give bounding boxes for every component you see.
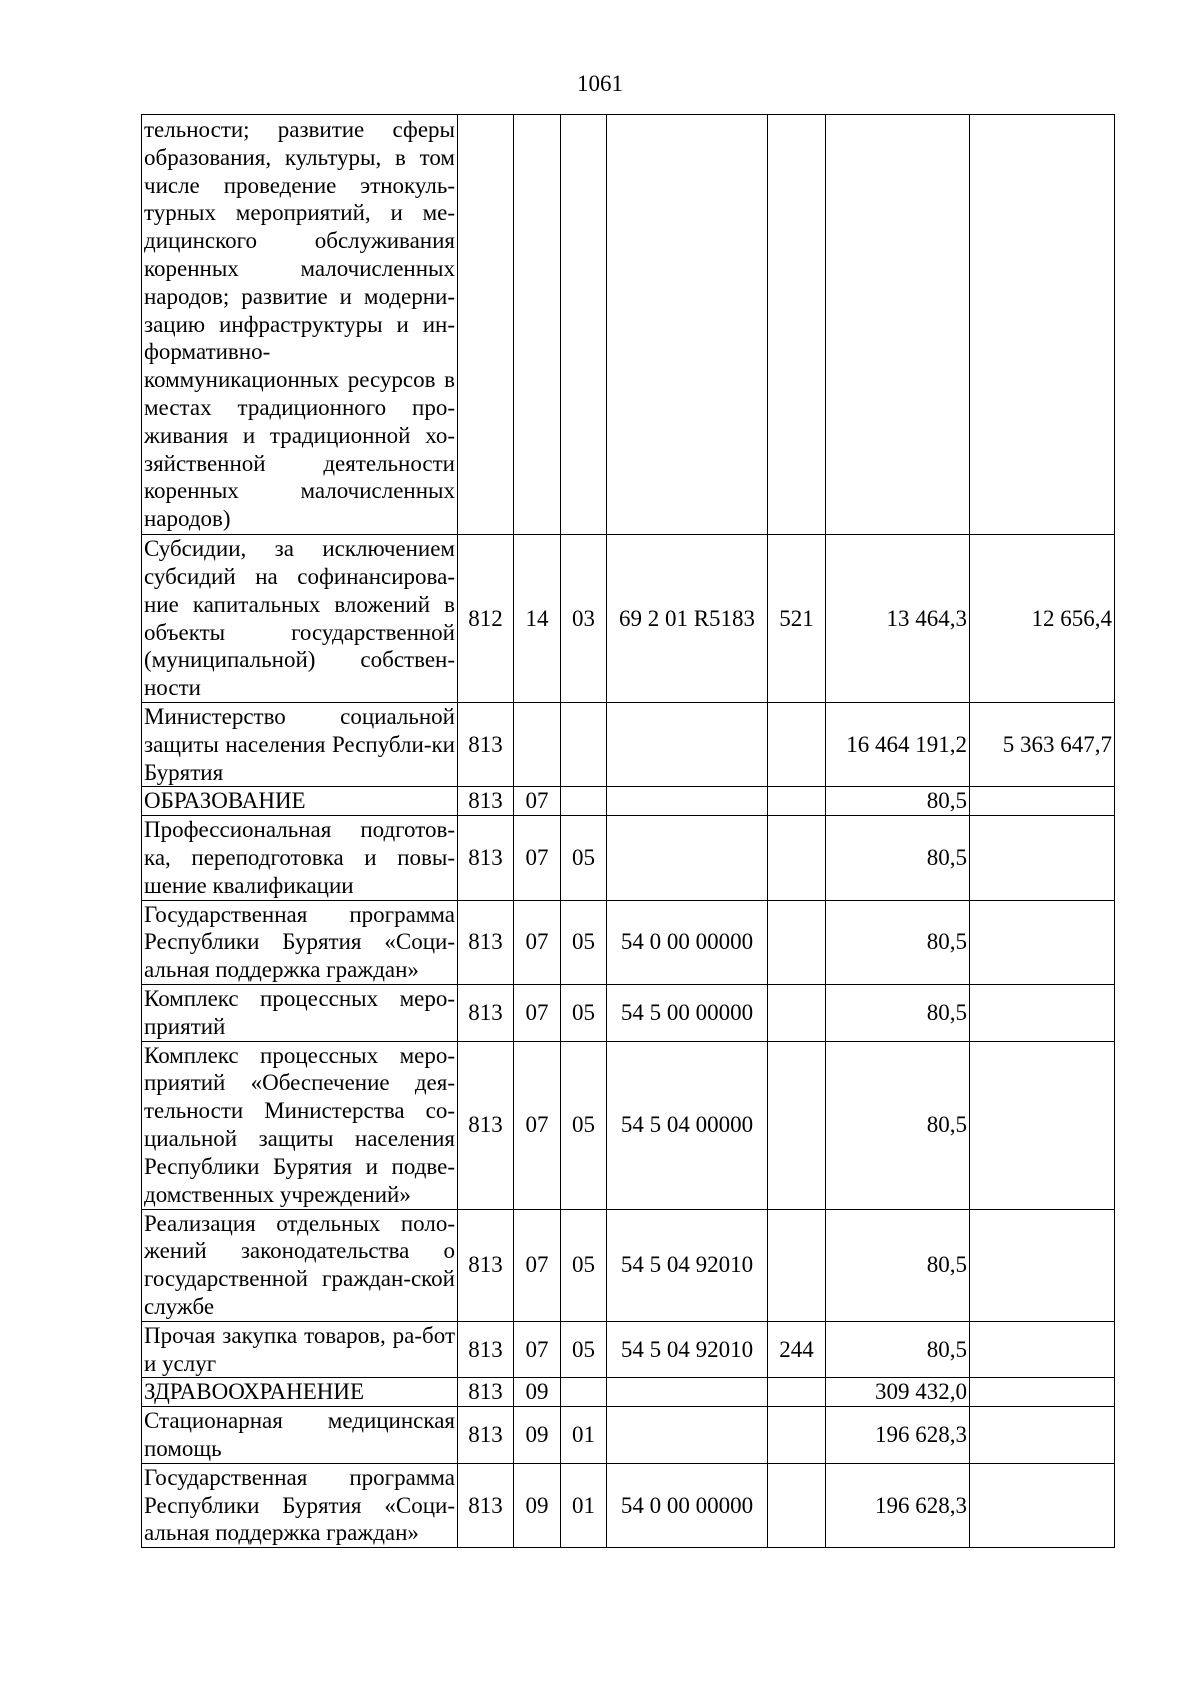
table-cell-amount-1: 80,5 [826, 900, 970, 984]
table-cell-section: 09 [514, 1378, 561, 1407]
table-cell-section: 07 [514, 900, 561, 984]
table-cell-amount-2 [970, 1209, 1115, 1321]
table-cell-name: ОБРАЗОВАНИЕ [142, 787, 458, 816]
table-cell-expense-type [768, 115, 826, 535]
table-cell-expense-type [768, 816, 826, 900]
table-cell-section: 09 [514, 1463, 561, 1547]
table-row [142, 787, 1115, 816]
table-cell-ministry: 813 [458, 1041, 514, 1209]
table-cell-amount-1: 80,5 [826, 1041, 970, 1209]
table-cell-target-article: 54 0 00 00000 [607, 1463, 768, 1547]
table-cell-amount-1: 80,5 [826, 816, 970, 900]
table-cell-amount-2 [970, 115, 1115, 535]
table-cell-target-article: 54 5 04 92010 [607, 1209, 768, 1321]
table-cell-ministry: 813 [458, 1407, 514, 1464]
table-cell-amount-2 [970, 1041, 1115, 1209]
table-cell-section: 07 [514, 1321, 561, 1378]
table-row [142, 1407, 1115, 1464]
table-cell-subsection: 03 [561, 535, 607, 703]
table-row [142, 900, 1115, 984]
table-cell-section: 07 [514, 816, 561, 900]
table-row [142, 535, 1115, 703]
table-cell-target-article [607, 1378, 768, 1407]
table-cell-amount-2 [970, 900, 1115, 984]
table-cell-section: 07 [514, 1209, 561, 1321]
table-cell-amount-2 [970, 1378, 1115, 1407]
table-cell-amount-2 [970, 787, 1115, 816]
table-cell-name: Государственная программа Республики Бурятия «Соци-альная поддержка граждан» [142, 900, 458, 984]
table-cell-ministry: 813 [458, 900, 514, 984]
table-cell-amount-2: 12 656,4 [970, 535, 1115, 703]
table-cell-expense-type [768, 1407, 826, 1464]
table-cell-target-article: 69 2 01 R5183 [607, 535, 768, 703]
table-cell-target-article [607, 787, 768, 816]
table-cell-amount-1: 13 464,3 [826, 535, 970, 703]
table-cell-subsection: 05 [561, 816, 607, 900]
table-row [142, 1209, 1115, 1321]
table-cell-section: 09 [514, 1407, 561, 1464]
table-cell-section: 07 [514, 787, 561, 816]
table-cell-amount-1 [826, 115, 970, 535]
table-cell-expense-type [768, 787, 826, 816]
table-cell-amount-1: 80,5 [826, 1209, 970, 1321]
table-cell-ministry: 813 [458, 1378, 514, 1407]
table-row [142, 1378, 1115, 1407]
table-cell-section [514, 703, 561, 787]
table-row [142, 1041, 1115, 1209]
table-cell-target-article [607, 115, 768, 535]
page-number: 1061 [577, 71, 623, 96]
table-cell-expense-type [768, 984, 826, 1041]
table-cell-amount-1: 80,5 [826, 1321, 970, 1378]
table-cell-ministry: 813 [458, 984, 514, 1041]
table-cell-section [514, 115, 561, 535]
table-cell-amount-2 [970, 1321, 1115, 1378]
table-row [142, 1321, 1115, 1378]
table-cell-target-article [607, 1407, 768, 1464]
table-cell-subsection [561, 1378, 607, 1407]
table-cell-expense-type [768, 703, 826, 787]
table-cell-target-article: 54 0 00 00000 [607, 900, 768, 984]
table-row [142, 115, 1115, 535]
table-cell-subsection: 05 [561, 1209, 607, 1321]
table-cell-subsection: 05 [561, 1041, 607, 1209]
table-cell-name: Субсидии, за исключением субсидий на софинансирова-ние капитальных вложений в объекты государственной (муниципальной) собствен-ности [142, 535, 458, 703]
table-cell-amount-1: 196 628,3 [826, 1463, 970, 1547]
table-cell-expense-type [768, 900, 826, 984]
table-cell-name: Министерство социальной защиты населения Республи-ки Бурятия [142, 703, 458, 787]
table-cell-expense-type: 244 [768, 1321, 826, 1378]
table-cell-name: Прочая закупка товаров, ра-бот и услуг [142, 1321, 458, 1378]
table-cell-name: Реализация отдельных поло-жений законодательства о государственной граждан-ской службе [142, 1209, 458, 1321]
table-cell-name: тельности; развитие сферы образования, культуры, в том числе проведение этнокуль-турных мероприятий, и ме-дицинского обслуживания коренных малочисленных народов; развитие и модерни-зацию инфраструктуры и ин-формативно-коммуникационных ресурсов в местах традиционного про-живания и традиционной хо-зяйственной деятельности коренных малочисленных народов) [142, 115, 458, 535]
table-cell-amount-1: 309 432,0 [826, 1378, 970, 1407]
table-cell-amount-2 [970, 1407, 1115, 1464]
table-cell-ministry: 813 [458, 816, 514, 900]
table-cell-target-article [607, 703, 768, 787]
table-cell-target-article: 54 5 04 92010 [607, 1321, 768, 1378]
table-cell-name: Профессиональная подготов-ка, переподготовка и повы-шение квалификации [142, 816, 458, 900]
table-cell-name: Государственная программа Республики Бурятия «Соци-альная поддержка граждан» [142, 1463, 458, 1547]
table-cell-target-article [607, 816, 768, 900]
table-cell-expense-type [768, 1463, 826, 1547]
table-cell-ministry: 812 [458, 535, 514, 703]
table-cell-amount-2 [970, 1463, 1115, 1547]
table-cell-ministry [458, 115, 514, 535]
table-cell-expense-type [768, 1041, 826, 1209]
table-row [142, 984, 1115, 1041]
table-cell-amount-1: 80,5 [826, 984, 970, 1041]
table-cell-subsection [561, 703, 607, 787]
table-cell-expense-type [768, 1209, 826, 1321]
table-cell-subsection: 05 [561, 900, 607, 984]
table-cell-section: 07 [514, 984, 561, 1041]
budget-table-body [142, 115, 1115, 1548]
table-cell-target-article: 54 5 04 00000 [607, 1041, 768, 1209]
table-cell-ministry: 813 [458, 1321, 514, 1378]
table-cell-name: ЗДРАВООХРАНЕНИЕ [142, 1378, 458, 1407]
table-cell-subsection: 05 [561, 1321, 607, 1378]
table-cell-ministry: 813 [458, 703, 514, 787]
table-cell-amount-1: 196 628,3 [826, 1407, 970, 1464]
table-cell-target-article: 54 5 00 00000 [607, 984, 768, 1041]
table-cell-section: 14 [514, 535, 561, 703]
table-cell-amount-2 [970, 816, 1115, 900]
table-cell-subsection [561, 115, 607, 535]
table-cell-name: Комплекс процессных меро-приятий «Обеспечение дея-тельности Министерства со-циальной защиты населения Республики Бурятия и подве-домственных учреждений» [142, 1041, 458, 1209]
table-cell-amount-2: 5 363 647,7 [970, 703, 1115, 787]
table-cell-subsection: 01 [561, 1407, 607, 1464]
table-cell-amount-1: 80,5 [826, 787, 970, 816]
table-cell-subsection: 01 [561, 1463, 607, 1547]
table-cell-expense-type [768, 1378, 826, 1407]
table-cell-name: Комплекс процессных меро-приятий [142, 984, 458, 1041]
table-cell-subsection: 05 [561, 984, 607, 1041]
table-cell-ministry: 813 [458, 1463, 514, 1547]
table-row [142, 703, 1115, 787]
table-cell-amount-1: 16 464 191,2 [826, 703, 970, 787]
table-cell-ministry: 813 [458, 787, 514, 816]
table-row [142, 1463, 1115, 1547]
table-cell-name: Стационарная медицинская помощь [142, 1407, 458, 1464]
table-row [142, 816, 1115, 900]
budget-table [141, 114, 1115, 1548]
table-cell-expense-type: 521 [768, 535, 826, 703]
table-cell-amount-2 [970, 984, 1115, 1041]
table-cell-section: 07 [514, 1041, 561, 1209]
table-cell-ministry: 813 [458, 1209, 514, 1321]
table-cell-subsection [561, 787, 607, 816]
